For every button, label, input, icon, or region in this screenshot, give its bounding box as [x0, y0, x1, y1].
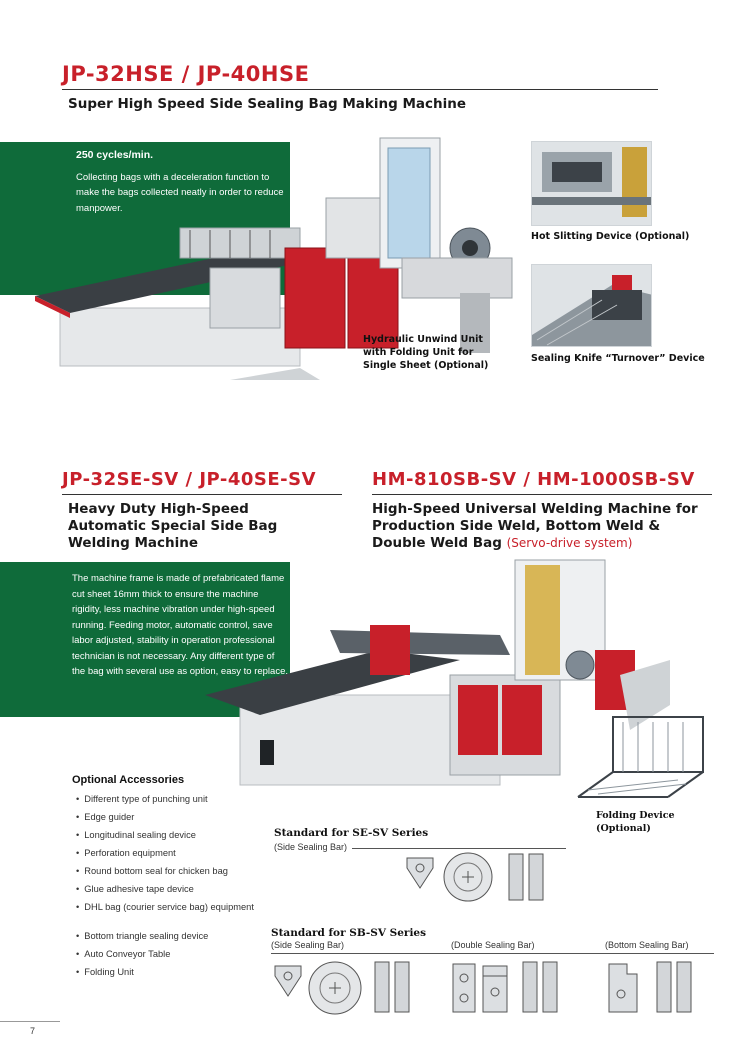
section3-caption-folding: Folding Device (Optional) [596, 810, 675, 834]
standard-sb-sealing-bars [271, 958, 716, 1016]
side-sealing-knife-icon [407, 858, 433, 888]
standard-se-heading: Standard for SE-SV Series [274, 827, 429, 839]
section1-title: JP-32HSE / JP-40HSE [62, 62, 310, 86]
section2-subtitle: Heavy Duty High-Speed Automatic Special Side Bag Welding Machine [68, 501, 278, 551]
standard-se-sealing-bars [405, 852, 555, 902]
accessory-item: • DHL bag (courier service bag) equipment [76, 898, 256, 927]
accessories-heading: Optional Accessories [72, 774, 185, 786]
section3-title: HM-810SB-SV / HM-1000SB-SV [372, 469, 695, 490]
section3-title-rule [372, 494, 712, 495]
accessory-item: • Folding Unit [76, 963, 256, 981]
section1-sealing-knife-photo [531, 264, 652, 347]
footer-rule [0, 1021, 60, 1022]
section3-folding-device-image [568, 712, 718, 807]
standard-se-subheading: (Side Sealing Bar) [274, 842, 348, 852]
accessory-item: • Different type of punching unit [76, 790, 256, 808]
section1-caption-sealing-knife: Sealing Knife “Turnover” Device [531, 353, 705, 364]
standard-sb-side: (Side Sealing Bar) [271, 940, 345, 950]
standard-sb-double: (Double Sealing Bar) [451, 940, 535, 950]
sb-side-bar-icon [375, 962, 409, 1012]
section2-title: JP-32SE-SV / JP-40SE-SV [62, 469, 317, 490]
accessories-list [76, 790, 256, 981]
accessory-item: • Auto Conveyor Table [76, 945, 256, 963]
standard-se-rule [352, 848, 566, 849]
section1-title-rule [62, 89, 658, 90]
double-sealing-knife-icon [453, 964, 507, 1012]
sb-roller-icon [309, 962, 361, 1014]
standard-sb-heading: Standard for SB-SV Series [271, 927, 427, 939]
section2-description: The machine frame is made of prefabricated flame cut sheet 16mm thick to ensure the machine rigidity, less machine vibration under high-speed running. Feeding motor, automatic control, save labor adjusted, stability in operation professional technician is not necessary. Any different type of the bag with several use as option, easy to replace. [72, 573, 288, 677]
standard-sb-bottom: (Bottom Sealing Bar) [605, 940, 689, 950]
bottom-sealing-knife-icon [609, 964, 637, 1012]
accessory-item: • Perforation equipment [76, 844, 256, 862]
section1-caption-unwind: Hydraulic Unwind Unit with Folding Unit for Single Sheet (Optional) [363, 334, 489, 371]
accessory-item: • Bottom triangle sealing device [76, 927, 256, 945]
sb-side-knife-icon [275, 966, 301, 996]
section1-subtitle: Super High Speed Side Sealing Bag Making Machine [68, 96, 466, 112]
section1-hot-slitting-photo [531, 141, 652, 226]
standard-sb-rule [271, 953, 714, 954]
section1-description: Collecting bags with a deceleration function to make the bags collected neatly in order to reduce manpower. [76, 171, 284, 214]
sealing-bar-icon [509, 854, 543, 900]
section3-subtitle [372, 501, 717, 552]
page-number: 7 [30, 1026, 36, 1036]
section3-subtitle-note: (Servo-drive system) [506, 536, 633, 550]
sealing-roller-icon [444, 853, 492, 901]
accessory-item: • Glue adhesive tape device [76, 880, 256, 898]
double-sealing-bar-icon [523, 962, 557, 1012]
section1-speed: 250 cycles/min. [76, 149, 154, 161]
accessory-item: • Longitudinal sealing device [76, 826, 256, 844]
accessory-item: • Round bottom seal for chicken bag [76, 862, 256, 880]
accessory-item: • Edge guider [76, 808, 256, 826]
section1-caption-hot-slitting: Hot Slitting Device (Optional) [531, 231, 690, 242]
section2-title-rule [62, 494, 342, 495]
bottom-sealing-bar-icon [657, 962, 691, 1012]
section3-subtitle-text: High-Speed Universal Welding Machine for Production Side Weld, Bottom Weld & Double Weld Bag [372, 501, 698, 551]
